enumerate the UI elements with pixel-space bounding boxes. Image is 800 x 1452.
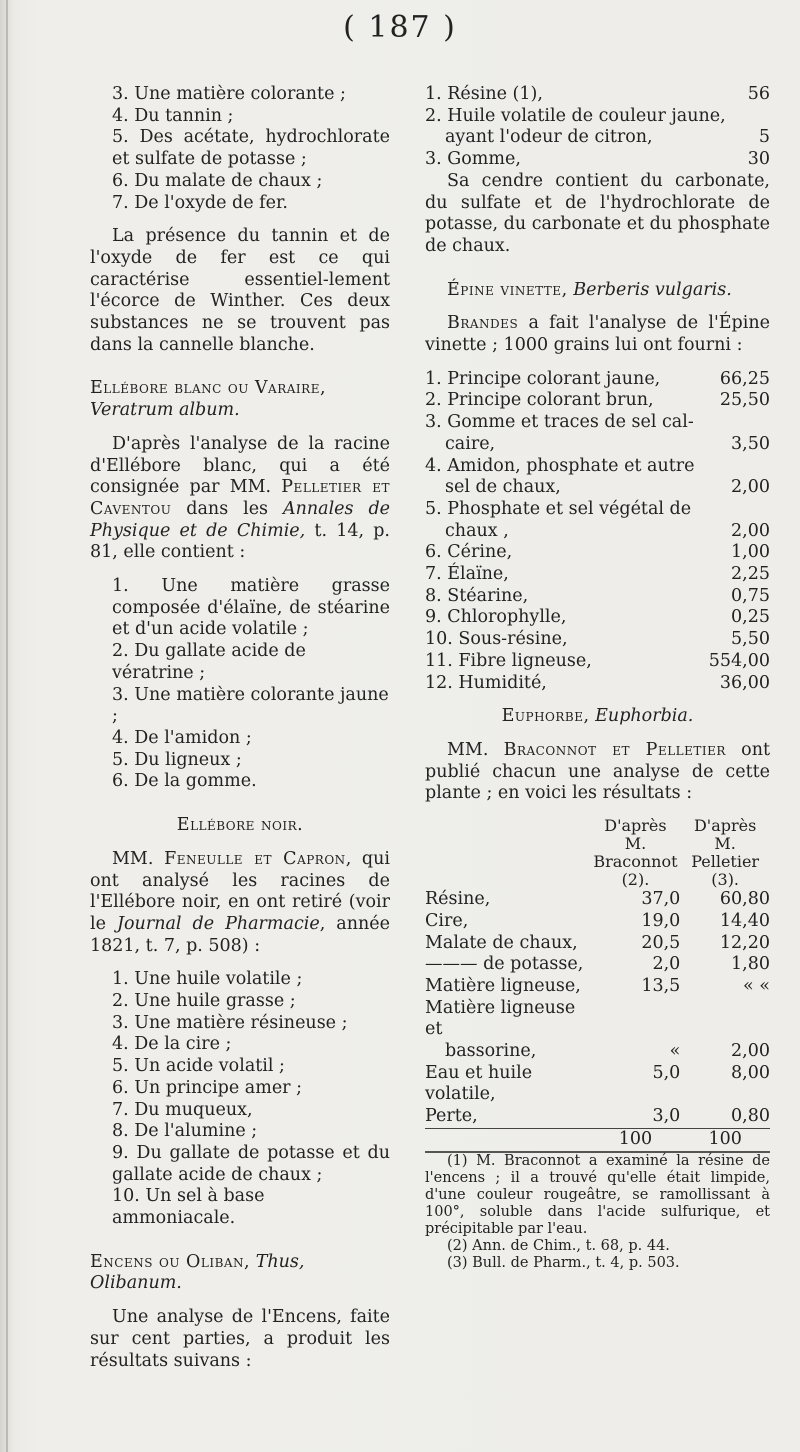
column-header: [591, 817, 681, 889]
row-label: 10. Sous-résine,: [425, 629, 568, 650]
analysis-row: [425, 673, 770, 695]
cell-braconnot: «: [669, 1041, 681, 1062]
row-label: 3. Gomme,: [425, 149, 521, 170]
row-label: Eau et huile volatile,: [425, 1062, 533, 1105]
text: , année 1821, t. 7, p. 508) :: [90, 913, 390, 956]
paragraph: Sa cendre contient du carbonate, du sulfate et de l'hydrochlorate de potasse, du carbonate et du phosphate de chaux.: [425, 170, 770, 256]
row-value: 56: [747, 84, 770, 104]
row-label: chaux ,: [445, 520, 509, 541]
cell-braconnot: 5,0: [652, 1062, 681, 1083]
row-value: 3,50: [731, 433, 770, 454]
row-label: 9. Chlorophylle,: [425, 607, 567, 628]
text: MM.: [447, 739, 489, 760]
row-label: 11. Fibre ligneuse,: [425, 650, 592, 671]
row-value: 30: [747, 149, 770, 170]
row-label: Cire,: [425, 910, 469, 931]
section-heading: [90, 378, 390, 421]
author-names: Feneulle et Capron: [164, 848, 346, 869]
list-item: 5. Un acide volatil ;: [112, 1056, 285, 1077]
page-number: ( 187 ): [343, 10, 457, 45]
table-row: [425, 976, 770, 998]
row-value: 0,25: [731, 607, 770, 628]
list-item: 3. Une matière résineuse ;: [112, 1012, 348, 1033]
row-value: 5: [758, 127, 770, 148]
header-line: D'après: [604, 816, 667, 836]
row-label: 6. Cérine,: [425, 542, 513, 563]
footnote: (3) Bull. de Pharm., t. 4, p. 503.: [447, 1254, 680, 1271]
analysis-row: [425, 106, 770, 128]
row-label: Matière ligneuse,: [425, 975, 581, 996]
total-braconnot: 100: [618, 1128, 653, 1149]
cell-braconnot: 2,0: [652, 954, 681, 975]
cell-braconnot: 19,0: [641, 910, 681, 931]
row-label: Résine,: [425, 889, 491, 910]
paragraph: [425, 313, 770, 356]
cell-pelletier: 12,20: [719, 932, 770, 953]
row-label: caire,: [445, 433, 496, 454]
row-value: 554,00: [708, 650, 770, 671]
analysis-row: [425, 542, 770, 564]
header-line: D'après: [693, 816, 757, 836]
cell-braconnot: [591, 998, 681, 1041]
table-row: [425, 1063, 770, 1106]
header-line: M. Braconnot: [593, 834, 678, 872]
author-names: Brandes: [447, 313, 519, 334]
row-label: 2. Principe colorant brun,: [425, 390, 654, 411]
total-row: [425, 1129, 770, 1151]
analysis-row: [425, 477, 770, 499]
paragraph: Une analyse de l'Encens, faite sur cent parties, a produit les résultats suivans :: [90, 1307, 390, 1371]
heading-name: Ellébore blanc ou Varaire,: [90, 378, 327, 399]
list-item: 6. De la gomme.: [112, 771, 257, 792]
cell-braconnot: 13,5: [641, 975, 681, 996]
text: MM.: [112, 848, 154, 869]
cell-braconnot: 20,5: [641, 932, 681, 953]
author-names: Pelletier et Caventou: [90, 477, 390, 519]
list-item: 4. Du tannin ;: [112, 105, 234, 126]
row-label: sel de chaux,: [445, 477, 561, 498]
header-line: (2).: [621, 870, 650, 890]
row-label: ayant l'odeur de citron,: [445, 127, 653, 148]
analysis-row: [425, 127, 770, 149]
cell-braconnot: 37,0: [641, 889, 681, 910]
cell-pelletier: 14,40: [719, 910, 770, 931]
row-label: ——— de potasse,: [425, 954, 584, 975]
row-label: 7. Élaïne,: [425, 564, 509, 585]
analysis-row: [425, 499, 770, 521]
analysis-row: [425, 651, 770, 673]
list-item: 6. Du malate de chaux ;: [112, 170, 323, 191]
page-edge: [6, 0, 8, 1452]
analysis-row: [425, 369, 770, 391]
table-row: [425, 1106, 770, 1128]
table-row: [425, 889, 770, 911]
list-item: 8. De l'alumine ;: [112, 1121, 258, 1142]
heading-latin: Veratrum album.: [90, 400, 240, 421]
text: ont publié chacun une analyse de cette plante ; en voici les résultats :: [425, 739, 770, 804]
table-row: [425, 1041, 770, 1063]
cell-pelletier: [680, 998, 770, 1041]
list-item: 3. Une matière colorante jaune ;: [112, 684, 389, 727]
row-label: 1. Résine (1),: [425, 84, 543, 104]
row-label: 2. Huile volatile de couleur jaune,: [425, 105, 726, 126]
cell-pelletier: « «: [743, 975, 770, 996]
cell-pelletier: 1,80: [731, 954, 770, 975]
list-item: 5. Du ligneux ;: [112, 749, 242, 770]
list-item: 5. Des acétate, hydrochlorate et sulfate de potasse ;: [112, 127, 390, 170]
analysis-row: [425, 564, 770, 586]
analysis-row: [425, 521, 770, 543]
row-value: 25,50: [719, 390, 770, 411]
analysis-row: [425, 434, 770, 456]
list-item: 7. De l'oxyde de fer.: [112, 192, 288, 213]
heading-latin: Euphorbia.: [595, 706, 694, 727]
table-header-row: [425, 817, 770, 889]
cell-pelletier: 8,00: [731, 1062, 770, 1083]
analysis-row: [425, 149, 770, 171]
row-label: 8. Stéarine,: [425, 585, 529, 606]
author-names: Braconnot et Pelletier: [503, 739, 726, 760]
cell-pelletier: 0,80: [731, 1106, 770, 1127]
paragraph: [425, 740, 770, 805]
left-column: [90, 84, 390, 1372]
heading-latin: Berberis vulgaris.: [573, 279, 732, 300]
analysis-row: [425, 84, 770, 106]
row-label: Matière ligneuse et: [425, 997, 576, 1040]
row-value: 36,00: [719, 672, 770, 693]
journal-title: Annales de Physique et de Chimie,: [90, 498, 390, 541]
analysis-row: [425, 412, 770, 434]
cell-pelletier: 2,00: [731, 1041, 770, 1062]
section-heading: [90, 1252, 390, 1295]
table-row: [425, 933, 770, 955]
row-value: 2,00: [731, 520, 770, 541]
list-item: 1. Une huile volatile ;: [112, 969, 303, 990]
text: D'après l'analyse de la racine d'Ellébore blanc, qui a été consignée par MM.: [90, 433, 390, 498]
right-column: [425, 84, 770, 1272]
cell-braconnot: 3,0: [652, 1106, 681, 1127]
paragraph: [90, 434, 390, 564]
heading-latin: Thus, Olibanum.: [90, 1251, 305, 1294]
table-row: [425, 911, 770, 933]
row-label: 4. Amidon, phosphate et autre: [425, 455, 695, 476]
row-label: 3. Gomme et traces de sel cal-: [425, 412, 694, 433]
list-item: 10. Un sel à base ammoniacale.: [112, 1186, 265, 1229]
row-value: 5,50: [731, 629, 770, 650]
analysis-row: [425, 456, 770, 478]
analysis-row: [425, 629, 770, 651]
row-value: 2,25: [731, 564, 770, 585]
list-item: 2. Une huile grasse ;: [112, 991, 296, 1012]
row-label: Perte,: [425, 1106, 478, 1127]
table-row: [425, 954, 770, 976]
row-label: Malate de chaux,: [425, 932, 578, 953]
footnote: (1) M. Braconnot a examiné la résine de l'encens ; il a trouvé qu'elle était limpide, d'une couleur rougeâtre, se ramollissant à 100°, soluble dans l'acide sulfurique, et précipitable par l'eau.: [425, 1152, 770, 1237]
analysis-row: [425, 607, 770, 629]
heading-name: Euphorbe,: [501, 706, 590, 727]
total-pelletier: 100: [708, 1128, 742, 1149]
list-item: 4. De la cire ;: [112, 1034, 232, 1055]
row-label: 1. Principe colorant jaune,: [425, 368, 661, 389]
row-value: 66,25: [719, 368, 770, 389]
row-value: 0,75: [731, 585, 770, 606]
analysis-row: [425, 586, 770, 608]
text: t. 14, p. 81, elle contient :: [90, 520, 390, 563]
list-item: 7. Du muqueux,: [112, 1099, 253, 1120]
section-heading: [425, 280, 770, 302]
text: a fait l'analyse de l'Épine vinette ; 1000 grains lui ont fourni :: [425, 313, 770, 356]
cell-pelletier: 60,80: [719, 889, 770, 910]
list-item: 6. Un principe amer ;: [112, 1077, 303, 1098]
analysis-row: [425, 390, 770, 412]
header-line: M. Pelletier: [691, 834, 760, 872]
section-heading: Ellébore noir.: [176, 815, 304, 836]
row-label: bassorine,: [445, 1041, 537, 1062]
row-label: 5. Phosphate et sel végétal de: [425, 498, 692, 519]
paragraph: [90, 849, 390, 958]
heading-name: Encens ou Oliban,: [90, 1251, 251, 1272]
list-item: 3. Une matière colorante ;: [112, 84, 346, 104]
journal-title: Journal de Pharmacie: [117, 913, 320, 934]
section-heading: [425, 706, 770, 728]
paragraph: La présence du tannin et de l'oxyde de fer est ce qui caractérise essentiel-lement l'écorce de Winther. Ces deux substances ne se trouvent pas dans la cannelle blanche.: [90, 226, 390, 355]
text: , qui ont analysé les racines de l'Ellébore noir, en ont retiré (voir le: [90, 848, 390, 934]
list-item: 4. De l'amidon ;: [112, 727, 252, 748]
heading-name: Épine vinette,: [447, 279, 568, 300]
list-item: 9. Du gallate de potasse et du gallate acide de chaux ;: [112, 1142, 390, 1185]
text: dans les: [186, 498, 269, 519]
column-header: [680, 817, 770, 889]
footnote: (2) Ann. de Chim., t. 68, p. 44.: [447, 1237, 670, 1254]
header-line: (3).: [711, 870, 740, 890]
list-item: 2. Du gallate acide de vératrine ;: [112, 641, 306, 683]
table-row: [425, 998, 770, 1041]
list-item: 1. Une matière grasse composée d'élaïne, de stéarine et d'un acide volatile ;: [112, 576, 390, 640]
row-label: 12. Humidité,: [425, 672, 547, 693]
euphorbe-table: [425, 817, 770, 1150]
row-value: 2,00: [731, 477, 770, 498]
row-value: 1,00: [731, 542, 770, 563]
